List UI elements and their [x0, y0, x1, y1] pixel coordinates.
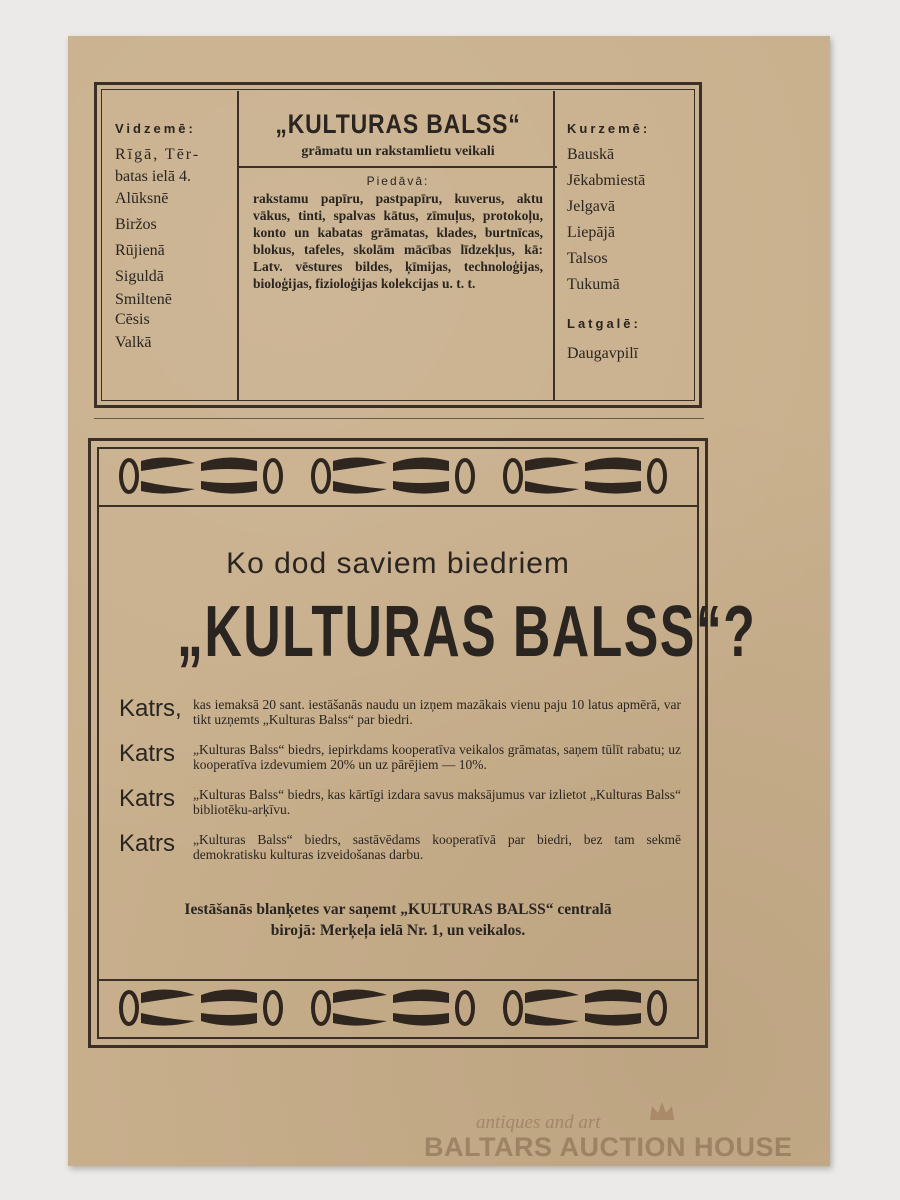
vidzeme-column [103, 91, 239, 401]
benefit-item [119, 740, 681, 772]
vidzeme-city-list [115, 142, 237, 356]
city-item: Smiltenē [115, 291, 172, 308]
kurzeme-latgale-column [553, 91, 693, 401]
region-vidzeme: Vidzemē: [115, 121, 196, 136]
benefit-item [119, 830, 681, 862]
watermark-brand: BALTARS AUCTION HOUSE [424, 1132, 793, 1162]
benefit-text: kas iemaksā 20 sant. iestāšanās naudu un izņem mazākais vienu paju 10 latus apmērā, var tikt uzņemts „Kulturas Balss“ par biedri. [193, 697, 681, 727]
membership-advert-box [88, 438, 757, 1048]
crown-icon [648, 1100, 676, 1124]
city-item: Rūjienā [115, 242, 165, 259]
benefit-item [119, 785, 681, 817]
ornament-pattern-icon [99, 449, 687, 503]
benefit-lead: Katrs [119, 740, 176, 767]
enrollment-note-line: Iestāšanās blanķetes var saņemt „KULTURAS BALSS“ centralā [184, 901, 612, 918]
advert-big-title: „KULTURAS BALSS“? [176, 592, 757, 672]
store-subtitle: grāmatu un rakstamlietu veikali [301, 144, 495, 159]
city-item: Daugavpilī [567, 345, 639, 362]
section-divider [94, 418, 704, 419]
region-kurzeme: Kurzemē: [567, 121, 651, 136]
watermark-tagline: antiques and art [476, 1112, 601, 1133]
city-item: Jelgavā [567, 198, 615, 215]
city-item: Valkā [115, 334, 152, 351]
ornament-band-bottom [99, 979, 697, 1037]
kurzeme-city-list [567, 142, 693, 298]
benefit-text: „Kulturas Balss“ biedrs, kas kārtīgi izdara savus maksājumus var izlietot „Kulturas Balss“ bibliotēku-arķīvu. [193, 787, 681, 817]
benefit-lead: Katrs [119, 830, 176, 857]
city-item: Rīgā, Tēr- [115, 146, 201, 163]
benefit-text: „Kulturas Balss“ biedrs, iepirkdams kooperatīva veikalos grāmatas, saņem tūlīt rabatu; uz kooperatīva izdevumiem 20% un uz pārējiem — 10%. [193, 742, 681, 772]
store-title: „KULTURAS BALSS“ [275, 109, 521, 139]
city-item: batas ielā 4. [115, 168, 191, 185]
offers-label: Piedāvā: [366, 174, 430, 188]
city-item: Siguldā [115, 268, 164, 285]
ornament-band-top [99, 449, 697, 507]
city-item: Biržos [115, 216, 157, 233]
city-item: Tukumā [567, 276, 620, 293]
benefit-text: „Kulturas Balss“ biedrs, sastāvēdams kooperatīvā par biedri, bez tam sekmē demokratisku kulturas izveidošanas darbu. [193, 832, 681, 862]
city-item: Alūksnē [115, 190, 169, 207]
city-item: Talsos [567, 250, 608, 267]
enrollment-note-line: birojā: Merķeļa ielā Nr. 1, un veikalos. [270, 922, 526, 939]
ornament-pattern-icon [99, 981, 687, 1035]
city-item: Bauskā [567, 146, 615, 163]
benefit-item [119, 695, 681, 727]
enrollment-note [115, 899, 681, 941]
center-divider [239, 166, 557, 168]
advert-headline: Ko dod saviem biedriem [226, 547, 570, 580]
city-item: Jēkabmiestā [567, 172, 646, 189]
offers-text: rakstamu papīru, pastpapīru, kuverus, aktu vākus, tinti, spalvas kātus, zīmuļus, protokoļu, konto un kabatas grāmatas, klades, burtnīcas, blokus, tafeles, skolām mācības līdzekļus, kā: Latv. vēstures bildes, ķīmijas, technoloģijas, bioloģijas, fizioloģijas kolekcijas u. t. t. [253, 191, 543, 291]
city-item: Cēsis [115, 311, 150, 328]
benefit-list [119, 695, 681, 875]
benefit-lead: Katrs, [119, 695, 182, 722]
benefit-lead: Katrs [119, 785, 176, 812]
city-item: Liepājā [567, 224, 615, 241]
store-advert-center [239, 91, 557, 401]
region-latgale: Latgalē: [567, 316, 641, 331]
store-advert-box [94, 82, 702, 408]
